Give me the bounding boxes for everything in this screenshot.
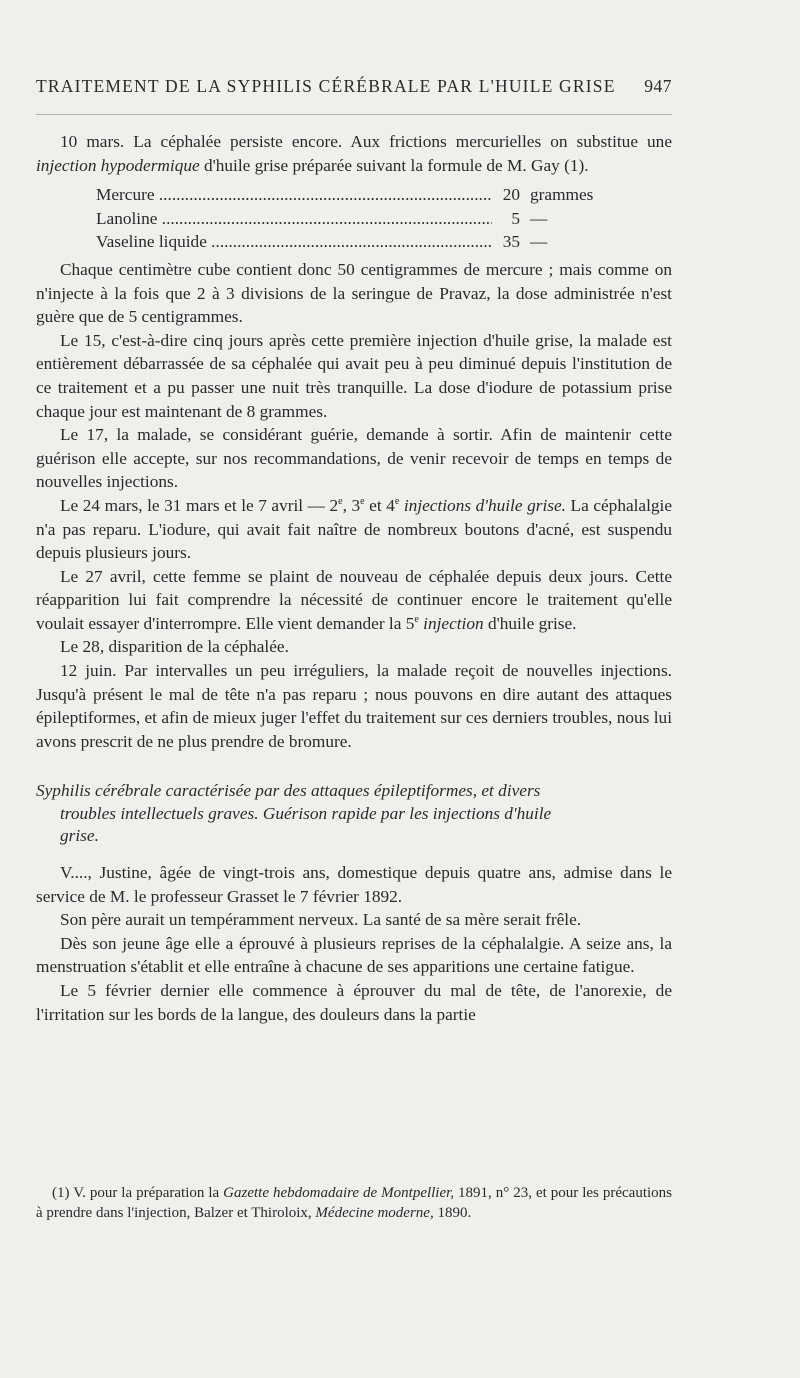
running-header — [36, 76, 672, 97]
section-title-line: troubles intellectuels graves. Guérison rapide par les injections d'huile — [60, 803, 552, 823]
ingredient-unit: — — [530, 232, 548, 252]
text-run: Le 24 mars, le 31 mars et le 7 avril — 2 — [60, 495, 339, 515]
paragraph: Le 15, c'est-à-dire cinq jours après cette première injection d'huile grise, la malade est entièrement débarrassée de sa céphalée qui avait peu à peu diminué depuis l'institution de ce traitement et a pu passer une nuit très tranquille. La dose d'iodure de potassium prise chaque jour est maintenant de 8 grammes. — [36, 330, 672, 421]
section-title-line: grise. — [60, 826, 99, 846]
text-run: 10 mars. La céphalée persiste encore. Aux frictions mercurielles on substitue une — [60, 132, 672, 151]
paragraph: Son père aurait un tempéramment nerveux. La santé de sa mère serait frêle. — [60, 910, 582, 930]
ingredient-quantity: 5 — [511, 208, 520, 228]
journal-title: Médecine moderne, — [315, 1204, 434, 1221]
ingredient-name: Vaseline liquide ..... — [96, 230, 492, 254]
formula-row — [96, 183, 616, 207]
paragraph: V...., Justine, âgée de vingt-trois ans, domestique depuis quatre ans, admise dans le service de M. le professeur Grasset le 7 février 1892. — [36, 862, 672, 906]
ingredient-unit: — — [530, 208, 548, 228]
text-run: d'huile grise. — [483, 613, 577, 633]
paragraph: 12 juin. Par intervalles un peu irréguliers, la malade reçoit de nouvelles injections. Jusqu'à présent le mal de tête n'a pas reparu ; nous pouvons en dire autant des attaques épileptiformes, et afin de mieux juger l'effet du traitement sur ces derniers troubles, nous lui avons prescrit de ne plus prendre de bromure. — [36, 661, 672, 751]
formula-row — [96, 207, 616, 231]
superscript: e — [414, 614, 419, 626]
text-run: et 4 — [364, 495, 395, 515]
formula-table — [96, 183, 616, 254]
ingredient-name: Mercure ..... — [96, 183, 492, 207]
formula-row — [96, 230, 616, 254]
section-title — [36, 780, 672, 848]
italic-run: injection hypodermique — [36, 155, 200, 175]
superscript: e — [338, 496, 343, 508]
italic-run: injection — [423, 613, 484, 633]
text-run: 1891, n° 23, et pour les précautions à prendre dans l'injection, Balzer et Thiroloix, — [36, 1185, 672, 1221]
body-text — [36, 130, 672, 1026]
running-title: TRAITEMENT DE LA SYPHILIS CÉRÉBRALE PAR L'HUILE GRISE — [36, 76, 616, 96]
section-title-line: Syphilis cérébrale caractérisée par des attaques épileptiformes, et divers — [36, 781, 541, 801]
ingredient-quantity: 20 — [502, 185, 520, 205]
paragraph: Dès son jeune âge elle a éprouvé à plusieurs reprises de la céphalalgie. A seize ans, la menstruation s'établit et elle entraîne à chacune de ses apparitions une certaine fatigue. — [36, 933, 672, 977]
superscript: e — [360, 496, 365, 508]
ingredient-unit: grammes — [530, 185, 594, 205]
ingredient-name: Lanoline ..... — [96, 207, 492, 231]
footnote — [36, 1184, 672, 1224]
ingredient-quantity: 35 — [502, 232, 520, 252]
journal-title: Gazette hebdomadaire de Montpellier, — [223, 1185, 455, 1201]
header-rule — [36, 114, 672, 115]
footnote-text — [36, 1184, 672, 1224]
text-run: La céphalalgie n'a pas reparu. L'iodure, qui avait fait naître de nombreux boutons d'acné, est suspendu depuis plusieurs jours. — [36, 495, 673, 563]
page-number: 947 — [644, 76, 672, 96]
paragraph — [36, 565, 672, 636]
paragraph-10-mars — [36, 130, 672, 177]
text-run: Le 27 avril, cette femme se plaint de nouveau de céphalée depuis deux jours. Cette réapparition lui fait comprendre la nécessité de continuer encore le traitement qu'elle voulait essayer d'interrompre. Elle vient demander la 5 — [36, 566, 672, 633]
paragraph — [36, 494, 672, 565]
superscript: e — [394, 496, 400, 508]
italic-run: injections d'huile grise. — [403, 495, 566, 515]
paragraph: Le 5 février dernier elle commence à éprouver du mal de tête, de l'anorexie, de l'irritation sur les bords de la langue, des douleurs dans la partie — [36, 980, 672, 1024]
text-run: 1890. — [433, 1204, 472, 1221]
paragraph: Chaque centimètre cube contient donc 50 centigrammes de mercure ; mais comme on n'injecte à la fois que 2 à 3 divisions de la seringue de Pravaz, la dose administrée n'est guère que de 5 centigrammes. — [36, 259, 672, 327]
text-run: , 3 — [342, 495, 361, 515]
paragraph: Le 17, la malade, se considérant guérie, demande à sortir. Afin de maintenir cette guérison elle accepte, sur nos recommandations, de venir recevoir de temps en temps de nouvelles injections. — [36, 425, 672, 492]
text-run: d'huile grise préparée suivant la formule de M. Gay (1). — [199, 155, 589, 175]
paragraph: Le 28, disparition de la céphalée. — [60, 637, 289, 657]
text-run: (1) V. pour la préparation la — [52, 1185, 224, 1201]
